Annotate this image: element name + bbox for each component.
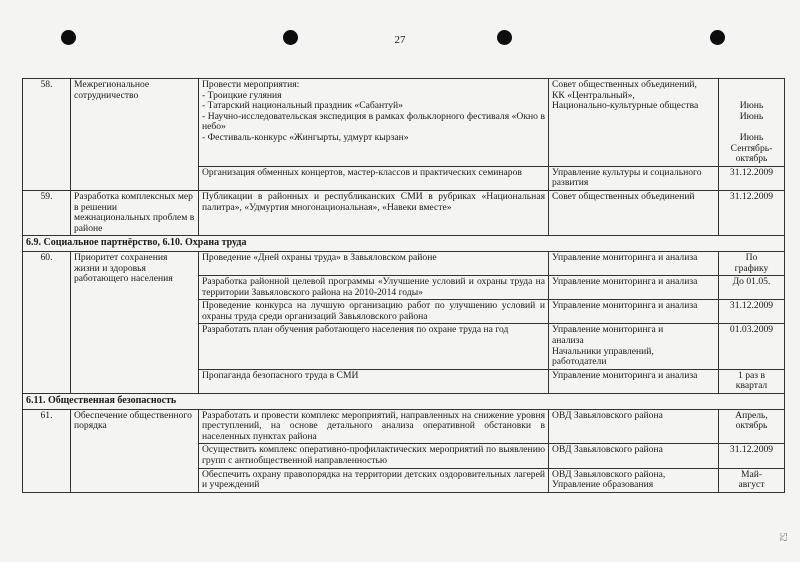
page-number: 27 <box>394 34 406 46</box>
goal-cell: Разработка комплексных мер в решении межнациональных проблем в районе <box>71 190 199 235</box>
text-line <box>722 80 781 91</box>
deadline-cell <box>719 409 785 444</box>
responsible-cell <box>549 79 719 167</box>
row-number: 60. <box>23 251 71 393</box>
goal-cell: Приоритет сохранения жизни и здоровья работающего населения <box>71 251 199 393</box>
action-cell <box>199 166 549 190</box>
text-line: ОВД Завьяловского района <box>552 444 663 456</box>
section-header-row <box>23 394 785 410</box>
deadline-cell <box>719 79 785 167</box>
table-row <box>23 190 785 235</box>
text-line: Управление мониторинга и анализа <box>552 276 698 288</box>
action-cell <box>199 190 549 235</box>
table-row <box>23 409 785 444</box>
responsible-cell <box>549 409 719 444</box>
text-line: Управление образования <box>552 479 654 491</box>
row-number: 58. <box>23 79 71 191</box>
text-line: Июнь <box>739 131 764 143</box>
text-line: Управление мониторинга и анализа <box>552 251 698 263</box>
text-line: работодатели <box>552 356 607 368</box>
text-line: - Фестиваль-конкурс «Жингырты, удмурт кырзан» <box>202 131 409 143</box>
responsible-cell <box>549 324 719 369</box>
text-line: квартал <box>735 380 768 392</box>
responsible-cell <box>549 190 719 235</box>
text-line: Осуществить комплекс оперативно-профилактических мероприятий по выявлению групп с антиобщественной направленностью <box>202 444 545 466</box>
text-line: - Татарский национальный праздник «Сабантуй» <box>202 100 403 112</box>
text-line: Разработка районной целевой программы «Улучшение условий и охраны труда на территории Завьяловского района на 2010-2014 годы» <box>202 276 545 298</box>
text-line: анализа <box>552 335 584 347</box>
text-line: Совет общественных объединений <box>552 190 695 202</box>
action-cell <box>199 79 549 167</box>
section-title: 6.11. Общественная безопасность <box>23 394 785 410</box>
table-row <box>23 251 785 275</box>
deadline-cell <box>719 166 785 190</box>
text-line: август <box>738 479 765 491</box>
action-cell <box>199 409 549 444</box>
text-line: графику <box>734 262 769 274</box>
side-mark: 52 <box>778 532 789 542</box>
action-cell <box>199 468 549 492</box>
text-line: Май- <box>740 468 763 480</box>
text-line: ОВД Завьяловского района <box>552 409 663 421</box>
row-number: 59. <box>23 190 71 235</box>
text-line: До 01.05. <box>732 276 771 288</box>
text-line: 1 раз в <box>738 369 765 381</box>
table-row <box>23 79 785 167</box>
action-cell <box>199 300 549 324</box>
text-line: Апрель, <box>735 409 768 421</box>
text-line: Начальники управлений, <box>552 345 654 357</box>
deadline-cell <box>719 324 785 369</box>
text-line: Управление культуры и социального развития <box>552 166 702 189</box>
plan-table-body <box>23 79 785 493</box>
deadline-cell <box>719 276 785 300</box>
deadline-cell <box>719 369 785 393</box>
responsible-cell <box>549 276 719 300</box>
deadline-cell <box>719 468 785 492</box>
text-line: ОВД Завьяловского района, <box>552 468 666 480</box>
text-line: 31.12.2009 <box>729 300 774 312</box>
text-line: Июнь <box>739 110 764 122</box>
text-line: Публикации в районных и республиканских СМИ в рубриках «Национальная палитра», «Удмуртия многонациональная», «Навеки вместе» <box>202 190 545 213</box>
text-line: Проведение конкурса на лучшую организацию работ по улучшению условий и охраны труда среди организаций Завьяловского района <box>202 300 545 322</box>
text-line: Пропаганда безопасного труда в СМИ <box>202 369 359 381</box>
text-line: Разработать и провести комплекс мероприятий, направленных на снижение уровня преступлений, на основе детального анализа оперативной обстановки в населенных пунктах района <box>202 409 545 442</box>
action-cell <box>199 324 549 369</box>
text-line: октябрь <box>735 420 768 432</box>
goal-cell: Обеспечение общественного порядка <box>71 409 199 492</box>
deadline-cell <box>719 444 785 468</box>
text-line: Организация обменных концертов, мастер-классов и практических семинаров <box>202 166 522 178</box>
text-line: 31.12.2009 <box>729 444 774 456</box>
section-title: 6.9. Социальное партнёрство, 6.10. Охрана труда <box>23 236 785 252</box>
responsible-cell <box>549 166 719 190</box>
text-line: Управление мониторинга и анализа <box>552 369 698 381</box>
responsible-cell <box>549 468 719 492</box>
text-line: Национально-культурные общества <box>552 100 699 112</box>
text-line: - Троицкие гуляния <box>202 89 282 101</box>
action-cell <box>199 251 549 275</box>
responsible-cell <box>549 300 719 324</box>
responsible-cell <box>549 369 719 393</box>
plan-table <box>22 78 785 493</box>
text-line: Провести мероприятия: <box>202 79 300 90</box>
text-line: Управление мониторинга и анализа <box>552 300 698 312</box>
text-line: Разработать план обучения работающего населения по охране труда на год <box>202 324 509 336</box>
text-line: Сентябрь- <box>730 142 773 154</box>
action-cell <box>199 369 549 393</box>
row-number: 61. <box>23 409 71 492</box>
responsible-cell <box>549 251 719 275</box>
deadline-cell <box>719 190 785 235</box>
text-line: Проведение «Дней охраны труда» в Завьяловском районе <box>202 251 437 263</box>
text-line: - Научно-исследовательская экспедиция в рамках фольклорного фестиваля «Окно в небо» <box>202 110 545 133</box>
text-line: 01.03.2009 <box>729 324 774 336</box>
text-line: Июнь <box>739 100 764 112</box>
text-line: 31.12.2009 <box>729 190 774 202</box>
deadline-cell <box>719 251 785 275</box>
text-line: По <box>745 251 758 263</box>
deadline-cell <box>719 300 785 324</box>
responsible-cell <box>549 444 719 468</box>
action-cell <box>199 444 549 468</box>
text-line: Совет общественных объединений, <box>552 79 697 90</box>
action-cell <box>199 276 549 300</box>
section-header-row <box>23 236 785 252</box>
text-line: 31.12.2009 <box>729 166 774 178</box>
text-line: Управление мониторинга и <box>552 324 664 336</box>
goal-cell: Межрегиональное сотрудничество <box>71 79 199 191</box>
text-line: КК «Центральный», <box>552 89 635 101</box>
text-line: Обеспечить охрану правопорядка на территории детских оздоровительных лагерей и учреждений <box>202 468 545 491</box>
text-line: октябрь <box>735 153 768 165</box>
